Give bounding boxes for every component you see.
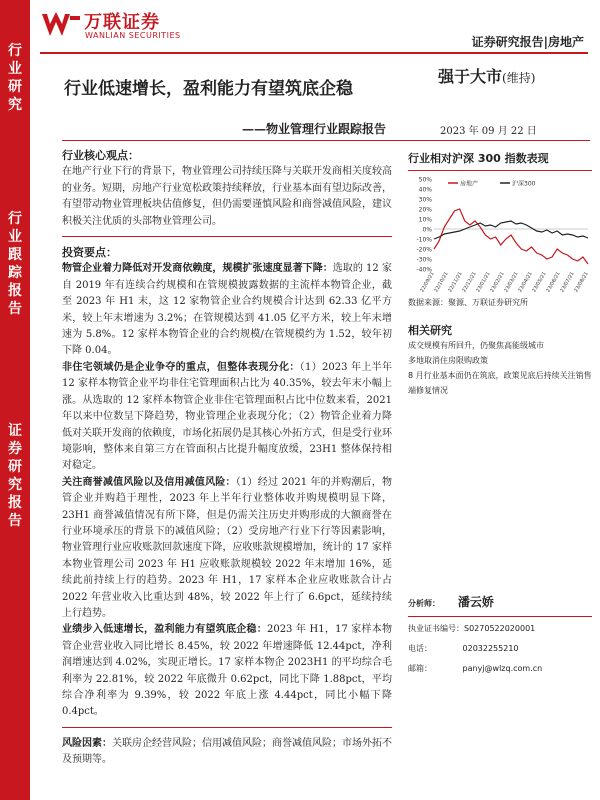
analyst-divider [408, 616, 592, 617]
analyst-row [408, 592, 592, 614]
logo-text-cn: 万联证券 [84, 12, 160, 33]
section-divider [62, 236, 392, 237]
point-1 [62, 261, 392, 359]
sidebar-label-industry-research: 行 业 研 究 [8, 43, 22, 113]
analyst-phone-row [408, 639, 592, 659]
x-tick-label: 22/12/21 [461, 271, 478, 294]
y-tick-label: 50% [418, 176, 432, 184]
y-tick-label: -30% [416, 256, 432, 264]
x-tick-label: 23/03/21 [503, 271, 520, 294]
x-tick-label: 22/09/21 [419, 271, 436, 294]
related-item: 成交规模有所回升，仍聚焦高能级城市 [408, 341, 544, 350]
investment-points-heading: 投资要点： [62, 246, 117, 260]
report-date: 2023 年 09 月 22 日 [440, 126, 537, 137]
x-tick-label: 23/06/21 [545, 271, 562, 294]
analyst-email-value: panyj@wlzq.com.cn [462, 664, 543, 673]
risk-text: 关联房企经营风险；信用减值风险；商誉减值风险；市场外拓不及预期等。 [62, 737, 392, 766]
sidebar-label-tracking-report: 行 业 跟 踪 报 告 [8, 211, 22, 317]
point-3-lead: 关注商誉减值风险以及信用减值风险： [62, 476, 236, 488]
point-3-text: （1）经过 2021 年的并购潮后，物管企业并购趋于理性，2023 年上半年行业整体收并购规模明显下降，23H1 商誉减值情况有所下降，但是仍需关注历史并购形成的大额商誉在行业环境承压的背景下的减值风险；（2）受房地产行业下行等因素影响，物业管理行业应收账款回款速度下降，应收账款规模增加，统计的 17 家样本物业管理公司 2023 年 H1 应收账款规模较 2022 年末增加 16%，延续此前持续上行的趋势。2023 年 H1，17 家样本企业应收账款合计占 2022 年营业收入比重达到 48%，较 2022 年上行了 6.6pct，延续持续上行趋势。 [62, 476, 393, 619]
section-divider [62, 727, 392, 728]
point-1-lead: 物管企业着力降低对开发商依赖度，规模扩张速度显著下降： [62, 263, 333, 275]
point-4-lead: 业绩步入低速增长，盈利能力有望筑底企稳： [62, 624, 267, 636]
analyst-cert-label: 执业证书编号： [408, 624, 464, 633]
rating [438, 64, 535, 87]
analyst-cert-row [408, 619, 592, 639]
page-title: 行业低速增长，盈利能力有望筑底企稳 [64, 79, 353, 99]
x-tick-label: 22/10/21 [433, 271, 450, 294]
y-tick-label: 10% [418, 216, 432, 224]
x-tick-label: 23/08/21 [573, 271, 590, 294]
chart-divider [408, 170, 592, 171]
point-2-lead: 非住宅领域仍是企业争夺的重点，但整体表现分化： [62, 361, 300, 373]
x-tick-label: 23/01/21 [475, 271, 492, 294]
relative-performance-chart [408, 173, 592, 295]
related-research-heading: 相关研究 [408, 324, 452, 337]
x-tick-label: 23/02/21 [489, 271, 506, 294]
y-tick-label: -40% [416, 266, 432, 274]
analyst-email-label: 邮箱： [408, 664, 432, 673]
point-2-text: （1）2023 年上半年 12 家样本物管企业平均非住宅管理面积占比为 40.35%，较去年末小幅上涨。从选取的 12 家样本物管企业非住宅管理面积占比中位数来看，2021 年以来中位数呈下降趋势，物业管理企业表现分化；（2）物管企业着力降低对关联开发商的依赖度，市场化拓展仍是其核心外拓方式，但是受行业环境影响，整体来自第三方在管面积占比提升幅度放缓，23H1 整体保持相对稳定。 [62, 361, 392, 472]
series-line-2 [434, 221, 588, 239]
sidebar-label-securities-report: 证 券 研 究 报 告 [8, 423, 22, 529]
page-subtitle: ——物业管理行业跟踪报告 [242, 122, 387, 136]
analyst-name: 潘云娇 [457, 595, 494, 609]
rating-main: 强于大市 [438, 67, 503, 86]
wanlian-logo-icon [40, 10, 82, 40]
y-tick-label: 0% [422, 226, 432, 234]
header-divider [40, 52, 588, 54]
sidebar [0, 0, 30, 800]
core-view-text: 在地产行业下行的背景下，物业管理公司持续压降与关联开发商相关度较高的业务。短期，房地产行业宽松政策持续释放，行业基本面有望边际改善，有望带动物业管理板块估值修复，但仍需要谨慎风险和商誉减值风险，建议积极关注优质的头部物业管理公司。 [62, 166, 392, 227]
rating-note: (维持) [502, 71, 536, 85]
y-tick-label: -10% [416, 236, 432, 244]
y-tick-label: 30% [418, 196, 432, 204]
core-view-heading: 行业核心观点： [62, 149, 139, 162]
y-tick-label: -20% [416, 246, 432, 254]
related-item: 8 月行业基本面仍在筑底，政策见底后持续关注销售端修复情况 [408, 371, 592, 395]
report-type: 证券研究报告|房地产 [471, 35, 584, 49]
legend-label: 沪深300 [512, 180, 536, 188]
related-item: 多地取消住房限购政策 [408, 356, 488, 365]
analyst-phone-label: 电话： [408, 644, 432, 653]
data-source: 数据来源：聚源、万联证券研究所 [408, 298, 528, 307]
report-body [62, 148, 392, 769]
chart-title: 行业相对沪深 300 指数表现 [408, 152, 549, 165]
risk-lead: 风险因素： [62, 737, 112, 749]
analyst-email-row [408, 659, 592, 679]
x-tick-label: 22/11/21 [447, 271, 464, 294]
point-2 [62, 360, 392, 475]
right-column [408, 150, 592, 398]
point-4-text: 2023 年 H1，17 家样本物管企业营业收入同比增长 8.45%，较 2022 年增速降低 12.44pct，净利润增速达到 4.02%，实现正增长。17 家样本物企 2023H1 的平均综合毛利率为 22.81%，较 2022 年底微升 0.62pct，同比下降 1.88pct，平均综合净利率为 9.39%，较 2022 年底上涨 4.44pct，同比小幅下降 0.4pct。 [62, 624, 392, 718]
y-tick-label: 20% [418, 206, 432, 214]
analyst-cert-value: S0270522020001 [464, 624, 536, 633]
title-divider [62, 140, 590, 141]
logo-text-en: WANLIAN SECURITIES [85, 31, 181, 40]
x-tick-label: 23/05/21 [531, 271, 548, 294]
x-tick-label: 23/07/21 [559, 271, 576, 294]
analyst-info [408, 592, 592, 679]
analyst-label: 分析师： [408, 599, 440, 608]
analyst-phone-value: 02032255210 [462, 644, 519, 653]
point-3 [62, 475, 392, 623]
x-tick-label: 23/04/21 [517, 271, 534, 294]
point-1-text: 选取的 12 家自 2019 年有连续合约规模和在管规模披露数据的主流样本物管企业，截至 2023 年 H1 末，这 12 家物管企业合约规模合计达到 62.33 亿平方米，较上年末增速为 3.2%；在管规模达到 41.05 亿平方米，较上年末增速为 5.8%。12 家样本物管企业的合约规模/在管规模约为 1.52，较年初下降 0.04。 [62, 263, 392, 357]
point-4 [62, 622, 392, 720]
legend-label: 房地产 [460, 180, 479, 188]
y-tick-label: 40% [418, 186, 432, 194]
risk-factors [62, 736, 392, 769]
series-line-1 [434, 209, 588, 264]
